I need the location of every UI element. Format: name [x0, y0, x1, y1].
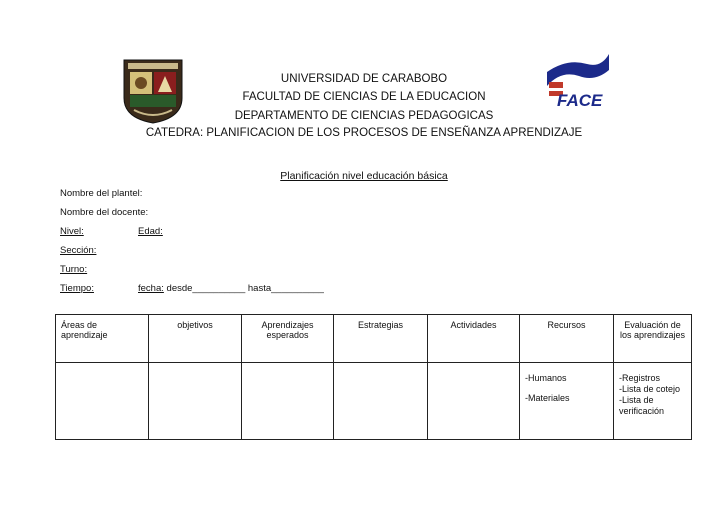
- header-strategies: Estrategias: [334, 315, 428, 363]
- eval-records: -Registros: [619, 373, 661, 383]
- cell-learning-areas: [56, 363, 149, 440]
- date-label: fecha:: [138, 283, 164, 294]
- university-name: UNIVERSIDAD DE CARABOBO: [280, 73, 448, 85]
- eval-verification-list: -Lista de verificación: [619, 395, 665, 416]
- shift-field: Turno:: [60, 264, 88, 275]
- cell-expected-learning: [242, 363, 334, 440]
- header-expected-learning: Aprendizajes esperados: [242, 315, 334, 363]
- header-evaluation: Evaluación de los aprendizajes: [614, 315, 692, 363]
- cell-activities: [428, 363, 520, 440]
- time-field: Tiempo:: [60, 283, 94, 294]
- cell-evaluation: [614, 363, 692, 440]
- age-field: Edad:: [138, 226, 163, 237]
- table-row: [56, 363, 692, 440]
- face-logo-text: FACE: [557, 91, 603, 110]
- header-learning-areas: Áreas de aprendizaje: [56, 315, 149, 363]
- date-range-field: [138, 283, 324, 294]
- cell-objectives: [149, 363, 242, 440]
- header-activities: Actividades: [428, 315, 520, 363]
- department-name: DEPARTAMENTO DE CIENCIAS PEDAGOGICAS: [234, 110, 494, 122]
- plan-title: Planificación nivel educación básica: [280, 170, 448, 182]
- school-name-field: Nombre del plantel:: [60, 188, 143, 199]
- level-field: Nivel:: [60, 226, 84, 237]
- resource-humans: -Humanos: [525, 373, 567, 383]
- resource-materials: -Materiales: [525, 393, 570, 403]
- faculty-name: FACULTAD DE CIENCIAS DE LA EDUCACION: [242, 91, 486, 103]
- date-range: desde__________ hasta__________: [166, 283, 324, 294]
- teacher-name-field: Nombre del docente:: [60, 207, 149, 218]
- eval-checklist: -Lista de cotejo: [619, 384, 681, 394]
- header-objectives: objetivos: [149, 315, 242, 363]
- section-field: Sección:: [60, 245, 97, 256]
- cell-resources: [520, 363, 614, 440]
- chair-name: CATEDRA: PLANIFICACION DE LOS PROCESOS DE ENSEÑANZA APRENDIZAJE: [145, 127, 583, 139]
- planning-table: [55, 314, 692, 440]
- header-resources: Recursos: [520, 315, 614, 363]
- table-header-row: [56, 315, 692, 363]
- cell-strategies: [334, 363, 428, 440]
